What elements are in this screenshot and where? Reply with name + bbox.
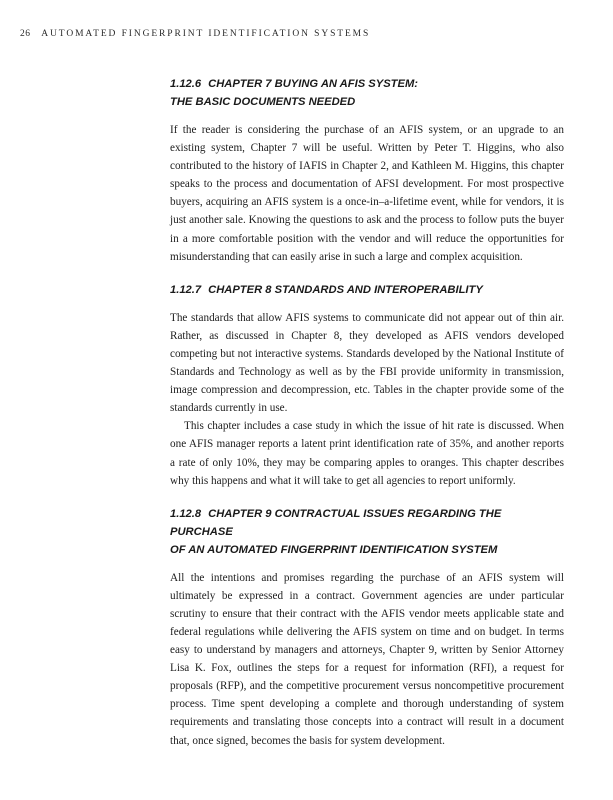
section-title-line-1: CHAPTER 9 CONTRACTUAL ISSUES REGARDING THE PURCHASE — [170, 507, 502, 538]
section-number: 1.12.8 — [170, 507, 202, 520]
running-head-title: AUTOMATED FINGERPRINT IDENTIFICATION SYSTEMS — [41, 29, 371, 39]
section-heading — [170, 75, 564, 111]
page-body — [170, 75, 564, 750]
section-number: 1.12.6 — [170, 78, 202, 90]
section-title-line-1: CHAPTER 7 BUYING AN AFIS SYSTEM: — [208, 78, 418, 90]
paragraph: All the intentions and promises regarding the purchase of an AFIS system will ultimately be expressed in a contract. Government agencies are under particular scrutiny to ensure that their contract with the AFIS vendor meets applicable state and federal regulations while delivering the AFIS system on time and on budget. In terms easy to understand by managers and attorneys, Chapter 9, written by Senior Attorney Lisa K. Fox, outlines the steps for a request for information (RFI), a request for proposals (RFP), and the competitive procurement versus noncompetitive procurement process. Time spent developing a complete and thorough understanding of system requirements and translating those concepts into a contract will result in a document that, once signed, becomes the basis for system development. — [170, 571, 564, 747]
paragraph: If the reader is considering the purchase of an AFIS system, or an upgrade to an existing system, Chapter 7 will be useful. Written by Peter T. Higgins, who also contributed to the history of IAFIS in Chapter 2, and Kathleen M. Higgins, this chapter speaks to the process and documentation of AFSI development. For most prospective buyers, acquiring an AFIS system is a once-in–a-lifetime event, while for vendors, it is just another sale. Knowing the questions to ask and the process to follow puts the buyer in a more comfortable position with the vendor and will reduce the opportunities for misunderstanding that can easily arise in such a large and complex acquisition. — [170, 124, 564, 263]
section-number: 1.12.7 — [170, 283, 202, 296]
paragraph: This chapter includes a case study in which the issue of hit rate is discussed. When one AFIS manager reports a latent print identification rate of 35%, and another reports a rate of only 10%, they may be comparing apples to oranges. This chapter describes why this happens and what it will take to get all agencies to report uniformly. — [170, 420, 564, 487]
running-head — [20, 29, 370, 39]
section-1-12-7 — [170, 281, 564, 490]
paragraph: The standards that allow AFIS systems to communicate did not appear out of thin air. Rather, as discussed in Chapter 8, they developed as AFIS vendors developed competing but not interactive systems. Standards developed by the National Institute of Standards and Technology as well as by the FBI provide uniformity in transmission, image compression and decompression, etc. Tables in the chapter provide some of the standards currently in use. — [170, 311, 564, 415]
section-1-12-6 — [170, 75, 564, 266]
page-number: 26 — [20, 29, 31, 39]
section-1-12-8 — [170, 505, 564, 750]
section-title-line-1: CHAPTER 8 STANDARDS AND INTEROPERABILITY — [208, 283, 483, 296]
section-heading — [170, 281, 564, 299]
section-heading — [170, 505, 564, 559]
section-title-line-2: THE BASIC DOCUMENTS NEEDED — [170, 96, 356, 108]
section-title-line-2: OF AN AUTOMATED FINGERPRINT IDENTIFICATION SYSTEM — [170, 543, 498, 556]
